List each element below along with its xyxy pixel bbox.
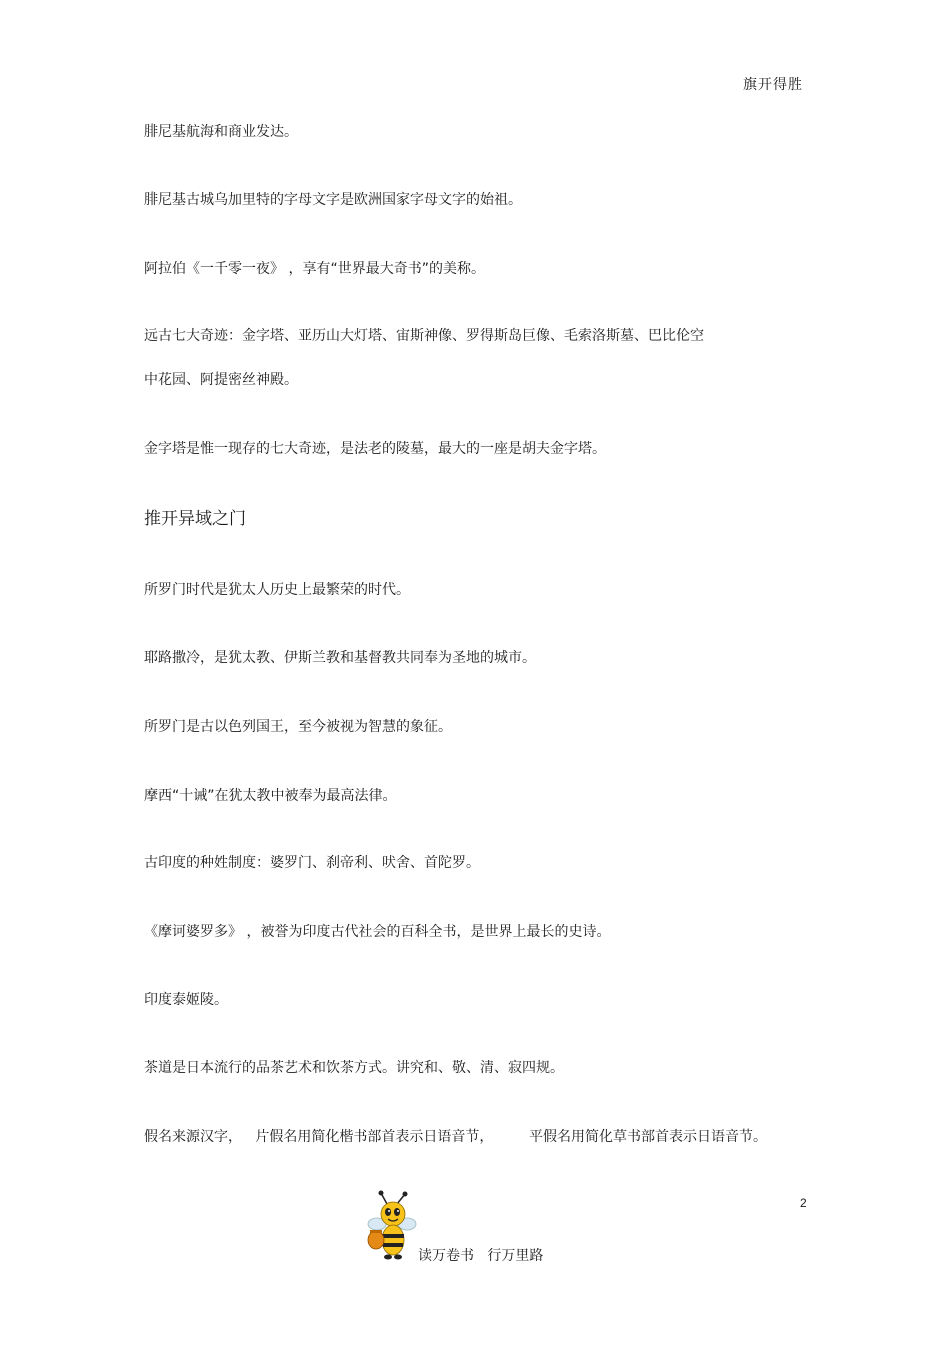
paragraph: 耶路撒冷，是犹太教、伊斯兰教和基督教共同奉为圣地的城市。 [144,650,536,666]
paragraph: 摩西“十诫”在犹太教中被奉为最高法律。 [144,788,397,804]
paragraph: 阿拉伯《一千零一夜》 ，享有“世界最大奇书”的美称。 [144,261,485,277]
paragraph: 腓尼基航海和商业发达。 [144,124,298,140]
bee-mascot-icon [363,1190,419,1262]
paragraph: 远古七大奇迹：金字塔、亚历山大灯塔、宙斯神像、罗得斯岛巨像、毛索洛斯墓、巴比伦空 [144,328,704,344]
paragraph: 金字塔是惟一现存的七大奇迹，是法老的陵墓，最大的一座是胡夫金字塔。 [144,441,606,457]
section-heading: 推开异域之门 [144,509,246,529]
paragraph: 茶道是日本流行的品茶艺术和饮茶方式。讲究和、敬、清、寂四规。 [144,1060,564,1076]
paragraph: 印度泰姬陵。 [144,992,228,1008]
paragraph: 古印度的种姓制度：婆罗门、刹帝利、吠舍、首陀罗。 [144,855,480,871]
paragraph: 《摩诃婆罗多》 ，被誉为印度古代社会的百科全书，是世界上最长的史诗。 [144,924,611,940]
paragraph: 腓尼基古城乌加里特的字母文字是欧洲国家字母文字的始祖。 [144,192,522,208]
paragraph: 假名来源汉字， 片假名用简化楷书部首表示日语音节， 平假名用简化草书部首表示日语音节。 [144,1129,767,1145]
page-number: 2 [800,1196,807,1210]
footer-motto: 读万卷书 行万里路 [418,1248,544,1264]
paragraph: 所罗门是古以色列国王，至今被视为智慧的象征。 [144,719,452,735]
header-title: 旗开得胜 [743,77,803,93]
paragraph: 中花园、阿提密丝神殿。 [144,372,298,388]
paragraph: 所罗门时代是犹太人历史上最繁荣的时代。 [144,582,410,598]
